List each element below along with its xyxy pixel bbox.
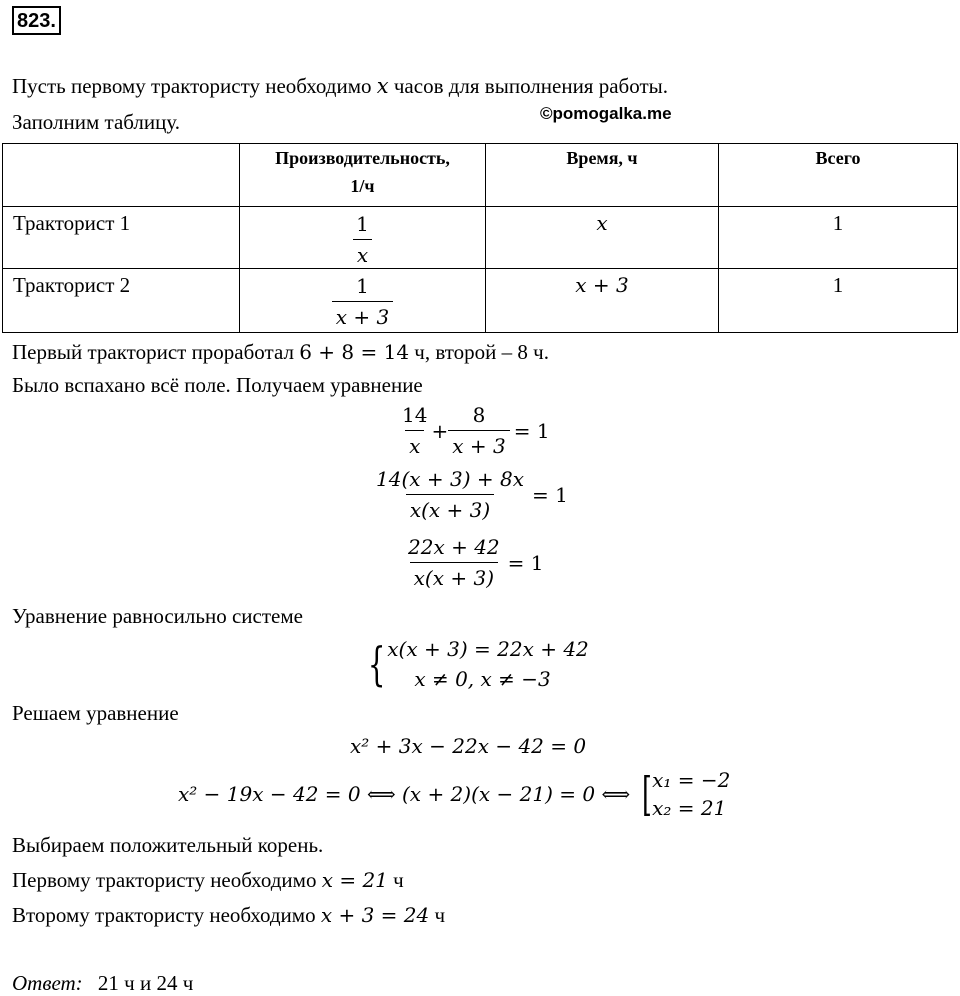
brace-icon: { [367,637,386,691]
equation-1 [398,402,550,459]
fraction-denominator: x(x + 3) [406,494,494,523]
intro-line-2: Заполним таблицу. [12,110,181,134]
system-lines [387,634,588,694]
table-header-row [3,144,958,207]
fraction [332,273,393,330]
text-second [12,903,445,928]
fraction-denominator: x(x + 3) [410,562,498,591]
table-row [3,207,958,269]
header-productivity-line1: Производительность, [275,148,450,168]
fraction [372,466,528,523]
text-worked [12,340,549,365]
fraction-denominator: x + 3 [448,430,509,459]
text-solve: Решаем уравнение [12,701,179,725]
watermark: ©pomogalka.me [540,104,672,123]
text-second-a: Второму трактористу необходимо [12,903,316,927]
fraction [398,402,431,459]
equation-3 [404,534,544,591]
fraction-numerator: 1 [356,212,369,236]
header-productivity-line2: 1/ч [350,176,375,196]
text-first-b: ч [393,868,404,892]
data-table [2,143,958,333]
system-of-equations [362,634,589,694]
fraction-numerator: 22x + 42 [408,535,500,559]
fraction [404,534,504,591]
text-field: Было вспахано всё поле. Получаем уравнение [12,373,423,397]
system-line-2: x ≠ 0, x ≠ −3 [414,667,551,691]
system-line-1: x(x + 3) = 22x + 42 [387,637,589,661]
text-second-b: ч [434,903,446,927]
text-worked-math: 6 + 8 = 14 [299,340,410,364]
row-total: 1 [719,207,958,269]
equation-4: x² + 3x − 22x − 42 = 0 [350,734,587,758]
text-worked-a: Первый тракторист проработал [12,340,294,364]
text-first [12,868,404,893]
row-productivity [240,269,486,333]
fraction-numerator: 14(x + 3) + 8x [376,467,525,491]
fraction [352,211,373,268]
bracket-icon: [ [642,767,653,821]
problem-number: 823. [12,6,61,35]
answer-label: Ответ: [12,971,83,995]
root-2: x₂ = 21 [652,796,727,820]
row-label: Тракторист 2 [3,269,240,333]
intro-variable: x [376,74,389,98]
intro-text-b: часов для выполнения работы. [393,74,668,98]
text-first-math: x = 21 [321,868,388,892]
text-first-a: Первому трактористу необходимо [12,868,317,892]
header-cell-time: Время, ч [486,144,719,207]
equation-rhs: = 1 [532,482,568,507]
header-cell-productivity [240,144,486,207]
row-time: x [486,207,719,269]
equation-5-left: x² − 19x − 42 = 0 ⟺ (x + 2)(x − 21) = 0 ⟺ [178,782,631,806]
intro-line-1 [12,74,668,99]
fraction-denominator: x + 3 [332,301,393,330]
answer-value: 21 ч и 24 ч [97,971,194,995]
text-system: Уравнение равносильно системе [12,604,303,628]
header-cell-empty [3,144,240,207]
header-cell-total: Всего [719,144,958,207]
fraction-denominator: x [353,239,372,268]
equation-5 [178,766,730,822]
fraction-denominator: x [405,430,424,459]
equation-rhs: = 1 [513,418,550,443]
row-productivity [240,207,486,269]
plus-sign: + [431,418,449,443]
fraction [448,402,509,459]
fraction-numerator: 8 [472,403,486,427]
fraction-numerator: 1 [356,274,369,298]
text-choose: Выбираем положительный корень. [12,833,324,857]
roots [652,766,730,822]
text-second-math: x + 3 = 24 [320,903,430,927]
row-time: x + 3 [486,269,719,333]
equation-2 [372,466,568,523]
root-1: x₁ = −2 [652,768,731,792]
intro-text-a: Пусть первому трактористу необходимо [12,74,372,98]
answer [12,971,193,996]
row-label: Тракторист 1 [3,207,240,269]
row-total: 1 [719,269,958,333]
table-row [3,269,958,333]
text-worked-b: ч, второй – 8 ч. [414,340,549,364]
fraction-numerator: 14 [402,403,428,427]
equation-rhs: = 1 [507,550,544,575]
